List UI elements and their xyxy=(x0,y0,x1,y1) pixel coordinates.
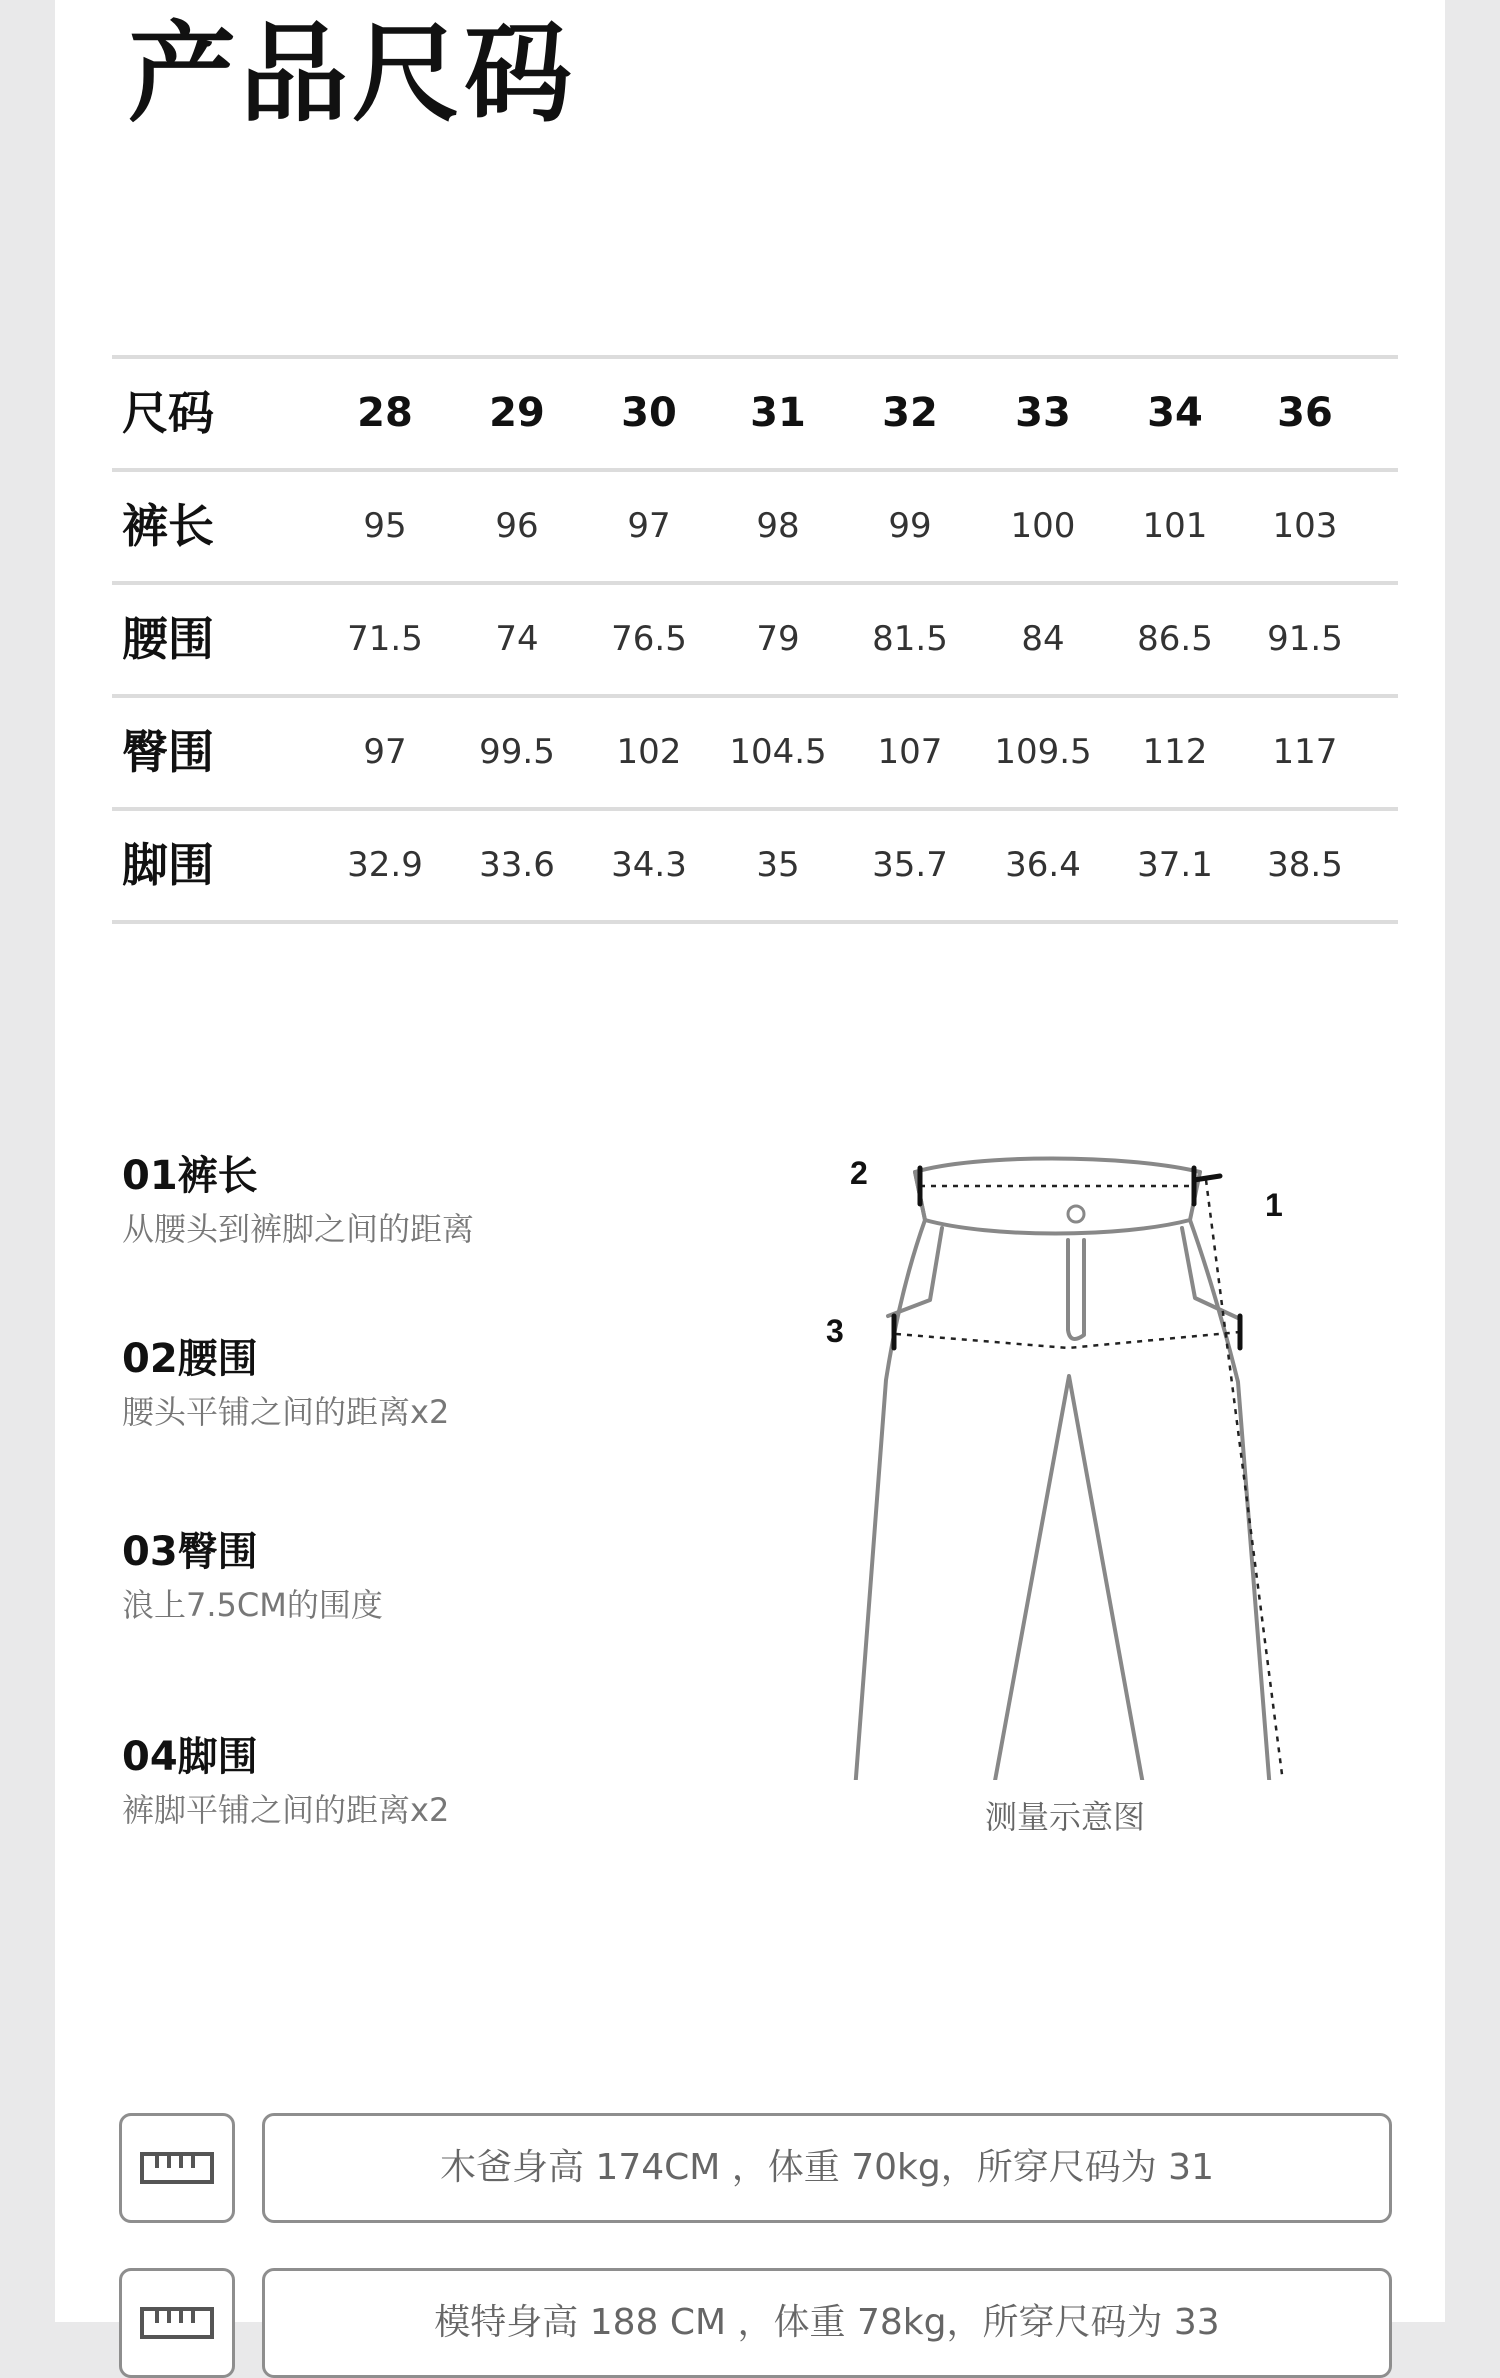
table-cell: 33.6 xyxy=(479,845,555,885)
guide-desc: 浪上7.5CM的围度 xyxy=(122,1586,383,1624)
size-table xyxy=(112,355,1398,924)
right-pocket xyxy=(1182,1228,1238,1318)
button xyxy=(1068,1206,1084,1222)
table-cell: 101 xyxy=(1142,506,1208,546)
table-cell: 96 xyxy=(495,506,539,546)
table-cell: 99.5 xyxy=(479,732,555,772)
guide-desc: 从腰头到裤脚之间的距离 xyxy=(122,1210,475,1248)
row-label: 裤长 xyxy=(122,499,214,553)
fly xyxy=(1068,1240,1084,1339)
table-row xyxy=(112,698,1398,807)
table-cell: 36.4 xyxy=(1005,845,1081,885)
ruler-icon xyxy=(139,2303,215,2343)
table-cell: 107 xyxy=(877,732,943,772)
table-cell: 71.5 xyxy=(347,619,423,659)
row-label: 臀围 xyxy=(122,725,214,779)
table-cell: 34.3 xyxy=(611,845,687,885)
size-header-cell: 31 xyxy=(750,390,806,436)
row-label: 腰围 xyxy=(122,612,214,666)
table-cell: 97 xyxy=(627,506,671,546)
size-header-cell: 29 xyxy=(489,390,545,436)
guide-title: 04脚围 xyxy=(122,1734,258,1780)
size-header-cell: 33 xyxy=(1015,390,1071,436)
length-measure-line xyxy=(1206,1180,1330,1780)
row-label: 尺码 xyxy=(122,386,214,440)
size-header-cell: 32 xyxy=(882,390,938,436)
table-cell: 76.5 xyxy=(611,619,687,659)
size-header-cell: 36 xyxy=(1277,390,1333,436)
guide-desc: 裤脚平铺之间的距离x2 xyxy=(122,1791,450,1829)
table-cell: 98 xyxy=(756,506,800,546)
size-header-cell: 34 xyxy=(1147,390,1203,436)
guide-item-length xyxy=(122,1152,474,1248)
table-cell: 35 xyxy=(756,845,800,885)
page-title: 产品尺码 xyxy=(128,12,577,137)
pants-measurement-diagram xyxy=(770,1140,1390,1780)
table-divider xyxy=(112,920,1398,924)
row-label: 脚围 xyxy=(122,838,214,892)
table-cell: 112 xyxy=(1142,732,1208,772)
ruler-icon-box xyxy=(119,2113,235,2223)
table-cell: 35.7 xyxy=(872,845,948,885)
diagram-caption: 测量示意图 xyxy=(984,1798,1145,1836)
guide-item-hip xyxy=(122,1528,383,1624)
table-cell: 37.1 xyxy=(1137,845,1213,885)
model-info-row: 木爸身高 174CM ，体重 70kg，所穿尺码为 31 xyxy=(262,2113,1392,2223)
marker-2: 2 xyxy=(850,1155,868,1191)
model-info-row: 模特身高 188 CM ，体重 78kg，所穿尺码为 33 xyxy=(262,2268,1392,2378)
ruler-icon-box xyxy=(119,2268,235,2378)
table-cell: 103 xyxy=(1272,506,1338,546)
marker-1: 1 xyxy=(1265,1187,1283,1223)
guide-desc: 腰头平铺之间的距离x2 xyxy=(122,1393,450,1431)
table-cell: 97 xyxy=(363,732,407,772)
pants-waistband xyxy=(915,1159,1200,1234)
table-cell: 109.5 xyxy=(994,732,1092,772)
table-cell: 86.5 xyxy=(1137,619,1213,659)
table-header-row xyxy=(112,359,1398,468)
table-cell: 81.5 xyxy=(872,619,948,659)
left-pocket xyxy=(888,1228,942,1316)
pants-outline xyxy=(828,1172,1298,1780)
table-cell: 84 xyxy=(1021,619,1065,659)
table-cell: 38.5 xyxy=(1267,845,1343,885)
table-cell: 74 xyxy=(495,619,539,659)
table-row xyxy=(112,585,1398,694)
table-cell: 79 xyxy=(756,619,800,659)
table-cell: 117 xyxy=(1272,732,1338,772)
table-cell: 104.5 xyxy=(729,732,827,772)
table-row xyxy=(112,811,1398,920)
guide-title: 02腰围 xyxy=(122,1336,258,1382)
size-header-cell: 30 xyxy=(621,390,677,436)
table-cell: 99 xyxy=(888,506,932,546)
table-cell: 95 xyxy=(363,506,407,546)
table-cell: 32.9 xyxy=(347,845,423,885)
marker-3: 3 xyxy=(826,1313,844,1349)
guide-title: 03臀围 xyxy=(122,1529,258,1575)
size-header-cell: 28 xyxy=(357,390,413,436)
guide-title: 01裤长 xyxy=(122,1153,258,1199)
table-cell: 91.5 xyxy=(1267,619,1343,659)
ruler-icon xyxy=(139,2148,215,2188)
guide-item-waist xyxy=(122,1335,449,1431)
table-cell: 100 xyxy=(1010,506,1076,546)
guide-item-hem xyxy=(122,1733,449,1829)
table-row xyxy=(112,472,1398,581)
table-cell: 102 xyxy=(616,732,682,772)
